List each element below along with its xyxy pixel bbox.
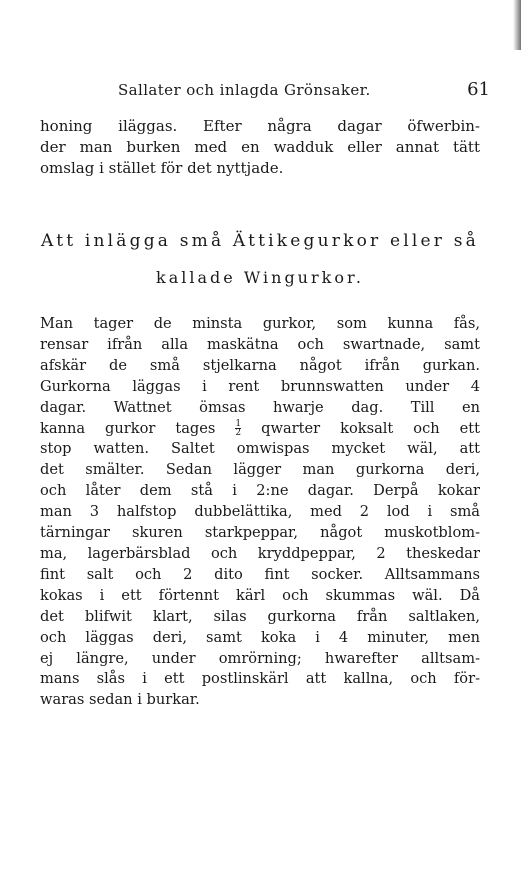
text-line: honing iläggas. Efter några dagar öfwerbin- — [40, 117, 480, 135]
text-line: kokas i ett förtennt kärl och skummas wäl. Då — [40, 586, 480, 604]
page-number: 61 — [467, 79, 490, 100]
text-line-with-fraction — [40, 419, 480, 440]
running-title: Sallater och inlagda Grönsaker. — [118, 81, 371, 99]
recipe-body — [40, 314, 480, 711]
text-line: tärningar skuren starkpeppar, något muskotblom- — [40, 524, 480, 542]
text-line: Man tager de minsta gurkor, som kunna fås, — [40, 315, 480, 332]
running-head — [70, 79, 490, 103]
text-line: waras sedan i burkar. — [40, 691, 200, 709]
text-segment: kanna gurkor tages — [40, 419, 216, 437]
text-line: man 3 halfstop dubbelättika, med 2 lod i små — [40, 503, 480, 521]
text-line: och låter dem stå i 2:ne dagar. Derpå kokar — [40, 482, 480, 500]
text-line: och läggas deri, samt koka i 4 minuter, men — [40, 628, 480, 646]
fraction-denominator: 2 — [235, 428, 242, 439]
page-edge-shadow — [513, 0, 521, 50]
fraction-numerator: 1 — [235, 419, 242, 430]
heading-line: kallade Wingurkor. — [156, 268, 364, 287]
text-line: stop watten. Saltet omwispas mycket wäl, att — [40, 440, 480, 458]
intro-paragraph — [40, 116, 480, 179]
text-line: mans slås i ett postlinskärl att kallna, och för- — [40, 670, 480, 688]
text-line: Gurkorna läggas i rent brunnswatten under 4 — [40, 377, 480, 395]
text-line: det blifwit klart, silas gurkorna från saltlaken, — [40, 607, 480, 625]
text-line: ma, lagerbärsblad och kryddpeppar, 2 theskedar — [40, 544, 480, 562]
heading-line: Att inlägga små Ättikegurkor eller så — [41, 231, 479, 251]
text-segment: qwarter koksalt och ett — [261, 419, 481, 437]
text-line: rensar ifrån alla maskätna och swartnade, samt — [40, 335, 480, 353]
text-line: ej längre, under omrörning; hwarefter alltsam- — [40, 649, 480, 667]
fraction — [235, 420, 241, 437]
text-line: dagar. Wattnet ömsas hwarje dag. Till en — [40, 398, 480, 416]
text-line: fint salt och 2 dito fint socker. Alltsammans — [40, 565, 480, 583]
text-line: omslag i stället för det nyttjade. — [40, 159, 284, 177]
text-line: der man burken med en wadduk eller annat tätt — [40, 138, 480, 156]
recipe-heading — [30, 228, 490, 290]
text-line: afskär de små stjelkarna något ifrån gurkan. — [40, 356, 480, 374]
text-line: det smälter. Sedan lägger man gurkorna deri, — [40, 461, 480, 479]
